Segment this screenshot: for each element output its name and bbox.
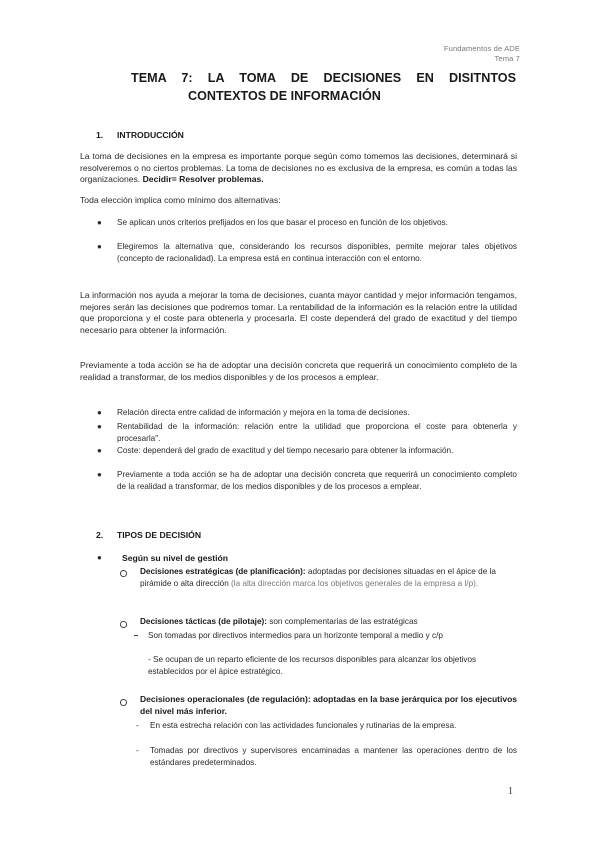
bullet-item: Se aplican unos criterios prefijados en los que basar el proceso en función de los objetivos. [117,218,448,227]
bullet-item: Previamente a toda acción se ha de adoptar una decisión concreta que requerirá un conocimiento completo de la realidad a transformar, de los medios disponibles y de los procesos a emplear. [117,470,517,491]
tactical-text: son complementarias de las estratégicas [266,617,418,626]
tactical-label: Decisiones tácticas (de pilotaje): [140,617,267,626]
bullet-item: Rentabilidad de la información: relación entre la utilidad que proporciona el coste para obtenerla y procesarla". [117,422,517,443]
section1-heading: INTRODUCCIÓN [117,130,184,140]
bullet-dot: ● [97,470,102,479]
strategic-note: (la alta dirección marca los objetivos generales de la empresa a l/p). [228,578,479,588]
circle-bullet [120,570,127,577]
operational-sub-2: Tomadas por directivos y supervisores encaminadas a mantener las operaciones dentro de los estándares predeterminados. [150,746,517,767]
bullet-dot: ● [97,242,102,251]
dash-bullet: - [136,745,139,755]
section1-number: 1. [96,130,104,140]
bullet-item: Elegiremos la alternativa que, considerando los recursos disponibles, permite mejorar tales objetivos (concepto de racionalidad). La empresa está en continua interacción con el entorno. [117,242,517,263]
bullet-dot: ● [97,422,102,431]
strategic-text: adoptadas por decisiones situadas en el ápice de la pirámide o alta dirección [140,567,496,588]
header-topic: Tema 7 [494,54,520,63]
section2-heading: TIPOS DE DECISIÓN [117,530,202,540]
header-subject: Fundamentos de ADE [443,44,520,53]
tactical-sub-1: Son tomadas por directivos intermedios para un horizonte temporal a medio y c/p [148,631,443,640]
page-number: 1 [508,786,513,797]
bullet-dot: ● [97,408,102,417]
bullet-item: Relación directa entre calidad de información y mejora en la toma de decisiones. [117,408,410,417]
strategic-decisions [140,566,517,589]
tactical-decisions [140,616,517,628]
alternatives-intro: Toda elección implica como mínimo dos alternativas: [80,195,281,205]
management-level-bullet: Según su nivel de gestión [122,553,229,563]
dash-bullet [134,635,138,636]
title-line-2: CONTEXTOS DE INFORMACIÓN [188,89,381,103]
prior-decision-paragraph: Previamente a toda acción se ha de adoptar una decisión concreta que requerirá un conocimiento completo de la realidad a transformar, de los medios disponibles y de los procesos a emplear. [80,360,517,382]
information-paragraph: La información nos ayuda a mejorar la toma de decisiones, cuanta mayor cantidad y mejor información tengamos, mejores serán las decisiones que podremos tomar. La rentabilidad de la información es la relación entre la utilidad que proporciona y el coste para obtenerla y procesarla. El coste dependerá del grado de exactitud y del tiempo necesario para obtener la información. [80,290,517,335]
intro-bold-text: Decidir= Resolver problemas. [142,174,264,185]
bullet-item: Coste: dependerá del grado de exactitud y del tiempo necesario para obtener la información. [117,446,454,455]
operational-sub-1: En esta estrecha relación con las actividades funcionales y rutinarias de la empresa. [150,721,457,730]
operational-decisions: Decisiones operacionales (de regulación): adoptadas en la base jerárquica por los ejecutivos del nivel más inferior. [140,694,517,716]
title-line-1: TEMA 7: LA TOMA DE DECISIONES EN DISITNTOS [131,71,516,85]
intro-paragraph [80,151,517,186]
tactical-sub-2: - Se ocupan de un reparto eficiente de los recursos disponibles para alcanzar los objetivos establecidos por el ápice estratégico. [148,655,477,676]
dash-bullet: - [136,720,139,730]
bullet-dot: ● [97,218,102,227]
running-header [444,44,520,64]
bullet-dot: ● [97,553,102,562]
strategic-label: Decisiones estratégicas (de planificación): [140,567,306,576]
intro-text: La toma de decisiones en la empresa es importante porque según como tomemos las decisiones, determinará si resolveremos o no ciertos problemas. La toma de decisiones no es exclusiva de la empresa, es común a todas las organizaciones. [80,151,517,185]
circle-bullet [120,621,127,628]
circle-bullet [120,699,127,706]
section2-number: 2. [96,530,104,540]
bullet-dot: ● [97,446,102,455]
